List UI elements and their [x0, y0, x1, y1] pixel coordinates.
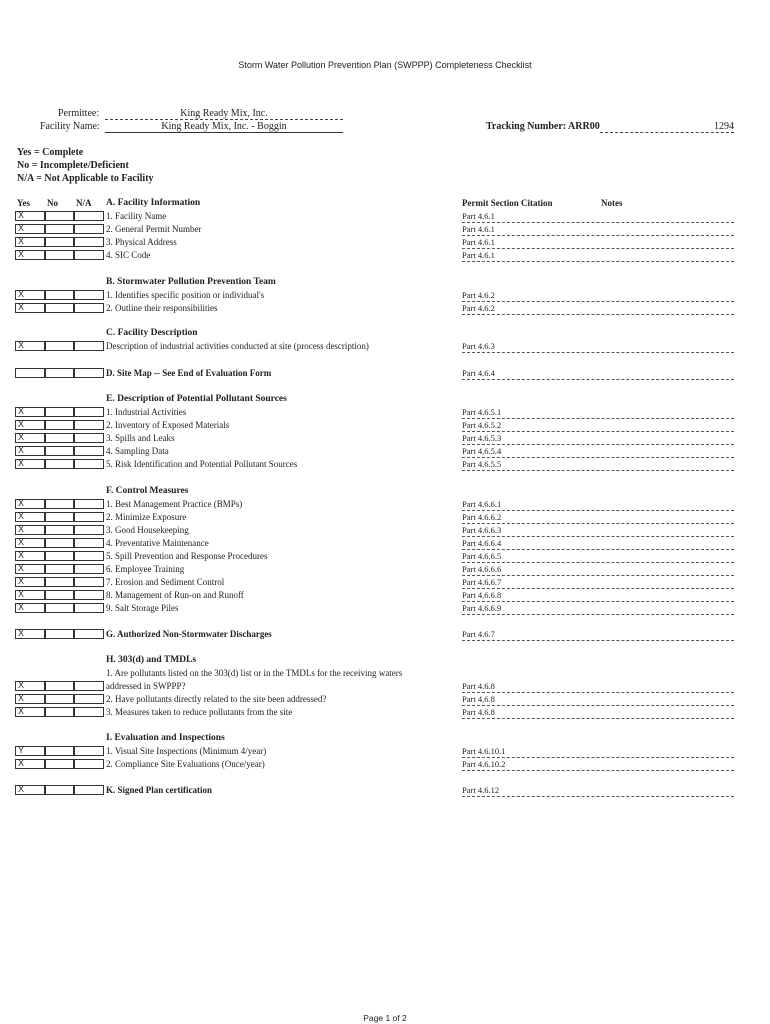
check-mark: X	[18, 445, 25, 455]
na-box[interactable]	[74, 499, 104, 509]
checklist-item-text: 2. General Permit Number	[106, 224, 202, 234]
check-mark: X	[18, 498, 25, 508]
permit-citation: Part 4.6.7	[462, 629, 495, 639]
check-mark: X	[18, 458, 25, 468]
na-box[interactable]	[74, 759, 104, 769]
section-title: E. Description of Potential Pollutant Sources	[106, 394, 287, 404]
facility-name-value: King Ready Mix, Inc. - Boggin	[105, 121, 343, 133]
permit-citation: Part 4.6.6.9	[462, 603, 502, 613]
permit-citation: Part 4.6.8	[462, 707, 495, 717]
no-box[interactable]	[45, 694, 74, 704]
na-box[interactable]	[74, 224, 104, 234]
no-box[interactable]	[45, 250, 74, 260]
notes-line[interactable]	[462, 235, 734, 236]
notes-line[interactable]	[462, 536, 734, 537]
permit-citation: Part 4.6.6.3	[462, 525, 502, 535]
na-box[interactable]	[74, 785, 104, 795]
checklist-item-text: 1. Industrial Activities	[106, 407, 187, 417]
no-box[interactable]	[45, 681, 74, 691]
notes-line[interactable]	[462, 614, 734, 615]
checklist-item-text: 6. Employee Training	[106, 564, 185, 574]
legend-no: No = Incomplete/Deficient	[17, 160, 129, 171]
permit-citation: Part 4.6.5.2	[462, 420, 502, 430]
checklist-item-text: 4. Sampling Data	[106, 446, 169, 456]
no-box[interactable]	[45, 759, 74, 769]
checklist-item-text: 4. SIC Code	[106, 250, 151, 260]
check-mark: X	[18, 706, 25, 716]
no-box[interactable]	[45, 420, 74, 430]
permit-citation: Part 4.6.1	[462, 250, 495, 260]
section-title: C. Facility Description	[106, 328, 198, 338]
notes-line[interactable]	[462, 705, 734, 706]
check-mark: X	[18, 249, 25, 259]
checklist-item-text: 9. Salt Storage Piles	[106, 603, 179, 613]
notes-line[interactable]	[462, 431, 734, 432]
notes-line[interactable]	[462, 222, 734, 223]
notes-line[interactable]	[462, 718, 734, 719]
check-mark: X	[18, 289, 25, 299]
permit-citation: Part 4.6.6.1	[462, 499, 502, 509]
check-mark: X	[18, 550, 25, 560]
checklist-item-text: 1. Identifies specific position or individual's	[106, 290, 265, 300]
na-box[interactable]	[74, 433, 104, 443]
na-box[interactable]	[74, 368, 104, 378]
page-number: Page 1 of 2	[363, 1013, 407, 1023]
legend-na: N/A = Not Applicable to Facility	[17, 173, 154, 184]
check-mark: X	[18, 784, 25, 794]
legend-yes: Yes = Complete	[17, 147, 84, 158]
no-box[interactable]	[45, 564, 74, 574]
check-mark: X	[18, 432, 25, 442]
check-mark: X	[18, 576, 25, 586]
na-box[interactable]	[74, 629, 104, 639]
na-box[interactable]	[74, 603, 104, 613]
na-box[interactable]	[74, 407, 104, 417]
permittee-label: Permittee:	[58, 108, 100, 119]
permit-citation: Part 4.6.1	[462, 237, 495, 247]
na-box[interactable]	[74, 538, 104, 548]
notes-line[interactable]	[462, 770, 734, 771]
notes-line[interactable]	[462, 523, 734, 524]
check-mark: Y	[18, 745, 25, 755]
notes-line[interactable]	[462, 601, 734, 602]
checklist-item-text: addressed in SWPPP?	[106, 681, 186, 691]
permit-citation: Part 4.6.6.2	[462, 512, 502, 522]
checklist-item-text: 1. Best Management Practice (BMPs)	[106, 499, 243, 509]
check-mark: X	[18, 537, 25, 547]
col-notes-header: Notes	[601, 198, 623, 208]
permit-citation: Part 4.6.8	[462, 694, 495, 704]
check-mark: X	[18, 302, 25, 312]
notes-line[interactable]	[462, 588, 734, 589]
na-box[interactable]	[74, 681, 104, 691]
permit-citation: Part 4.6.6.4	[462, 538, 502, 548]
permit-citation: Part 4.6.6.6	[462, 564, 502, 574]
checklist-item-text: 3. Physical Address	[106, 237, 177, 247]
na-box[interactable]	[74, 303, 104, 313]
no-box[interactable]	[45, 512, 74, 522]
no-box[interactable]	[45, 237, 74, 247]
checklist-item-text: 2. Minimize Exposure	[106, 512, 187, 522]
checklist-item-text: 7. Erosion and Sediment Control	[106, 577, 225, 587]
notes-line[interactable]	[462, 549, 734, 550]
section-title: B. Stormwater Pollution Prevention Team	[106, 277, 276, 287]
na-box[interactable]	[74, 694, 104, 704]
check-mark: X	[18, 340, 25, 350]
na-box[interactable]	[74, 551, 104, 561]
permit-citation: Part 4.6.6.5	[462, 551, 502, 561]
na-box[interactable]	[74, 525, 104, 535]
no-box[interactable]	[45, 303, 74, 313]
checklist-item-text: 3. Spills and Leaks	[106, 433, 175, 443]
check-mark: X	[18, 511, 25, 521]
notes-line[interactable]	[462, 510, 734, 511]
section-title: F. Control Measures	[106, 486, 189, 496]
no-box[interactable]	[45, 433, 74, 443]
check-mark: X	[18, 628, 25, 638]
permit-citation: Part 4.6.10.2	[462, 759, 506, 769]
yes-box[interactable]	[15, 368, 45, 378]
checklist-item-text: 2. Outline their responsibilities	[106, 303, 218, 313]
notes-line[interactable]	[462, 352, 734, 353]
no-box[interactable]	[45, 211, 74, 221]
no-box[interactable]	[45, 551, 74, 561]
check-mark: X	[18, 680, 25, 690]
no-box[interactable]	[45, 446, 74, 456]
checklist-item-text: K. Signed Plan certification	[106, 785, 212, 795]
no-box[interactable]	[45, 785, 74, 795]
checklist-item-text: 2. Inventory of Exposed Materials	[106, 420, 230, 430]
na-box[interactable]	[74, 707, 104, 717]
na-box[interactable]	[74, 211, 104, 221]
check-mark: X	[18, 223, 25, 233]
permit-citation: Part 4.6.3	[462, 341, 495, 351]
check-mark: X	[18, 693, 25, 703]
na-box[interactable]	[74, 512, 104, 522]
checklist-item-text: 1. Are pollutants listed on the 303(d) list or in the TMDLs for the receiving waters	[106, 668, 403, 678]
permit-citation: Part 4.6.5.5	[462, 459, 502, 469]
permit-citation: Part 4.6.8	[462, 681, 495, 691]
check-mark: X	[18, 602, 25, 612]
col-no-header: No	[47, 198, 58, 208]
notes-line[interactable]	[462, 640, 734, 641]
page-title: Storm Water Pollution Prevention Plan (SWPPP) Completeness Checklist	[238, 60, 532, 70]
no-box[interactable]	[45, 746, 74, 756]
section-title: I. Evaluation and Inspections	[106, 733, 225, 743]
checklist-item-text: 3. Good Housekeeping	[106, 525, 189, 535]
notes-line[interactable]	[462, 301, 734, 302]
permit-citation: Part 4.6.2	[462, 303, 495, 313]
notes-line[interactable]	[462, 444, 734, 445]
tracking-number-label: Tracking Number: ARR00	[486, 121, 600, 132]
check-mark: X	[18, 406, 25, 416]
na-box[interactable]	[74, 564, 104, 574]
notes-line[interactable]	[462, 757, 734, 758]
facility-name-label: Facility Name:	[40, 121, 100, 132]
permit-citation: Part 4.6.1	[462, 211, 495, 221]
no-box[interactable]	[45, 368, 74, 378]
check-mark: X	[18, 419, 25, 429]
na-box[interactable]	[74, 577, 104, 587]
col-citation-header: Permit Section Citation	[462, 198, 553, 208]
no-box[interactable]	[45, 629, 74, 639]
permit-citation: Part 4.6.2	[462, 290, 495, 300]
na-box[interactable]	[74, 446, 104, 456]
permit-citation: Part 4.6.6.8	[462, 590, 502, 600]
checklist-item-text: 4. Preventative Maintenance	[106, 538, 209, 548]
notes-line[interactable]	[462, 470, 734, 471]
checklist-item-text: G. Authorized Non-Stormwater Discharges	[106, 629, 272, 639]
col-na-header: N/A	[76, 198, 92, 208]
notes-line[interactable]	[462, 418, 734, 419]
permit-citation: Part 4.6.10.1	[462, 746, 506, 756]
na-box[interactable]	[74, 237, 104, 247]
check-mark: X	[18, 589, 25, 599]
permit-citation: Part 4.6.5.3	[462, 433, 502, 443]
no-box[interactable]	[45, 603, 74, 613]
na-box[interactable]	[74, 290, 104, 300]
permit-citation: Part 4.6.12	[462, 785, 500, 795]
notes-line[interactable]	[462, 562, 734, 563]
section-title: A. Facility Information	[106, 198, 201, 208]
checklist-item-text: 8. Management of Run-on and Runoff	[106, 590, 244, 600]
permit-citation: Part 4.6.5.1	[462, 407, 502, 417]
check-mark: X	[18, 563, 25, 573]
checklist-item-text: Description of industrial activities conducted at site (process description)	[106, 341, 369, 351]
section-title: H. 303(d) and TMDLs	[106, 655, 197, 665]
check-mark: X	[18, 758, 25, 768]
no-box[interactable]	[45, 707, 74, 717]
col-yes-header: Yes	[17, 198, 30, 208]
notes-line[interactable]	[462, 261, 734, 262]
checklist-item-text: 2. Have pollutants directly related to the site been addressed?	[106, 694, 327, 704]
permittee-value: King Ready Mix, Inc.	[105, 108, 343, 120]
check-mark: X	[18, 210, 25, 220]
permit-citation: Part 4.6.1	[462, 224, 495, 234]
checklist-item-text: 5. Spill Prevention and Response Procedures	[106, 551, 268, 561]
check-mark: X	[18, 524, 25, 534]
permit-citation: Part 4.6.6.7	[462, 577, 502, 587]
checklist-item-text: 1. Facility Name	[106, 211, 167, 221]
checklist-item-text: D. Site Map -- See End of Evaluation Form	[106, 368, 272, 378]
no-box[interactable]	[45, 525, 74, 535]
notes-line[interactable]	[462, 575, 734, 576]
no-box[interactable]	[45, 538, 74, 548]
notes-line[interactable]	[462, 457, 734, 458]
checklist-item-text: 1. Visual Site Inspections (Minimum 4/year)	[106, 746, 267, 756]
no-box[interactable]	[45, 341, 74, 351]
no-box[interactable]	[45, 577, 74, 587]
tracking-number-value: 1294	[600, 121, 734, 133]
no-box[interactable]	[45, 459, 74, 469]
notes-line[interactable]	[462, 314, 734, 315]
na-box[interactable]	[74, 250, 104, 260]
na-box[interactable]	[74, 746, 104, 756]
checklist-item-text: 5. Risk Identification and Potential Pollutant Sources	[106, 459, 298, 469]
permit-citation: Part 4.6.4	[462, 368, 495, 378]
na-box[interactable]	[74, 459, 104, 469]
notes-line[interactable]	[462, 796, 734, 797]
na-box[interactable]	[74, 420, 104, 430]
na-box[interactable]	[74, 590, 104, 600]
no-box[interactable]	[45, 224, 74, 234]
no-box[interactable]	[45, 499, 74, 509]
permit-citation: Part 4.6.5.4	[462, 446, 502, 456]
checklist-item-text: 2. Compliance Site Evaluations (Once/year)	[106, 759, 265, 769]
check-mark: X	[18, 236, 25, 246]
notes-line[interactable]	[462, 379, 734, 380]
no-box[interactable]	[45, 407, 74, 417]
no-box[interactable]	[45, 290, 74, 300]
notes-line[interactable]	[462, 692, 734, 693]
na-box[interactable]	[74, 341, 104, 351]
notes-line[interactable]	[462, 248, 734, 249]
checklist-item-text: 3. Measures taken to reduce pollutants from the site	[106, 707, 293, 717]
no-box[interactable]	[45, 590, 74, 600]
